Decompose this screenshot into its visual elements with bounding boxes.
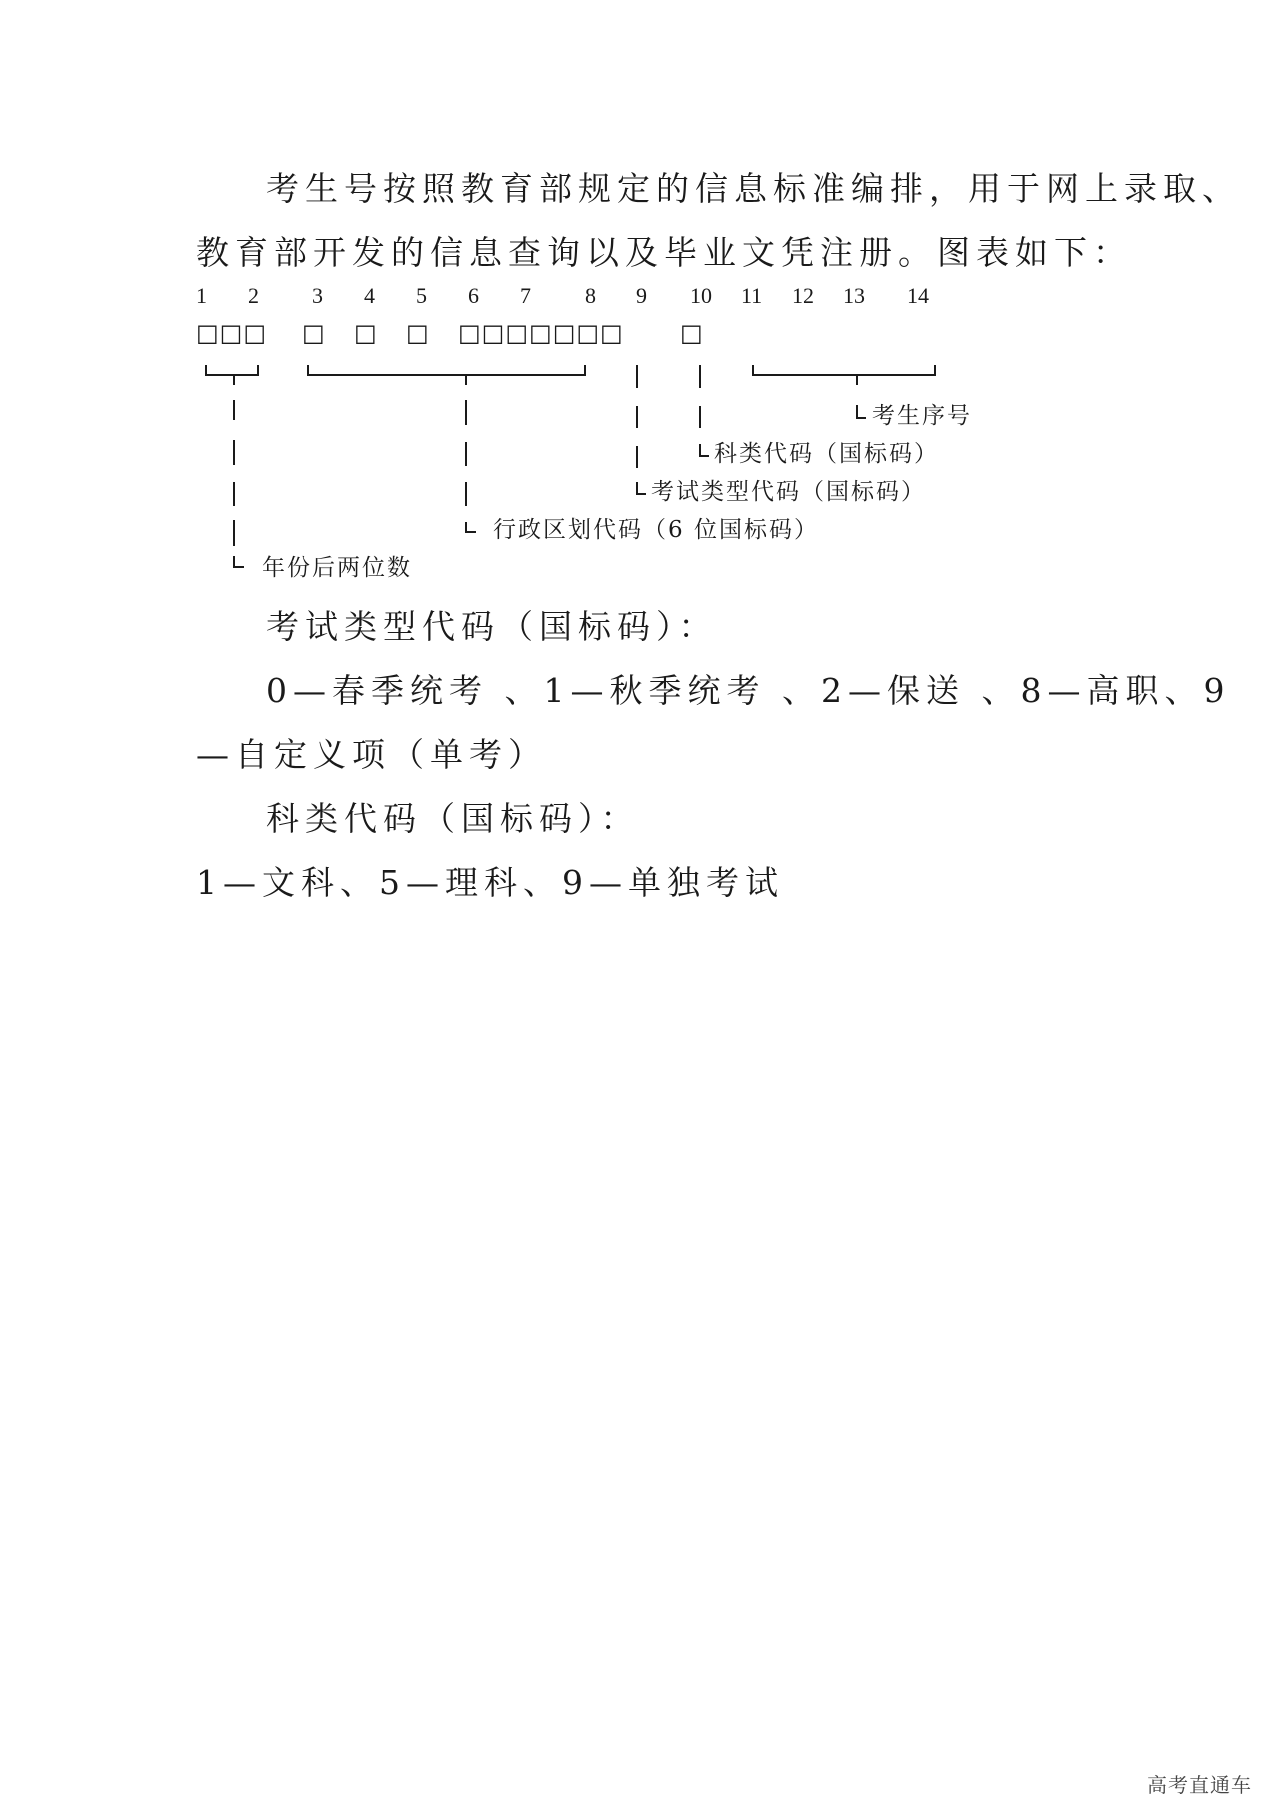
intro-line-1: 考生号按照教育部规定的信息标准编排，用于网上录取、: [266, 169, 1241, 208]
position-number: 12: [792, 283, 814, 308]
digit-box: □: [302, 319, 326, 347]
label-year: 年份后两位数: [262, 555, 412, 581]
position-number: 11: [741, 283, 763, 308]
position-number: 3: [312, 283, 323, 308]
position-number: 14: [907, 283, 929, 308]
digit-box: □: [680, 319, 704, 347]
exam-type-heading: 考试类型代码（国标码）：: [266, 607, 718, 646]
subject-line-1: 1—文科、5—理科、9—单独考试: [196, 863, 784, 902]
intro-line-2: 教育部开发的信息查询以及毕业文凭注册。图表如下：: [196, 233, 1132, 272]
digit-box: □: [406, 319, 430, 347]
digit-box: □: [354, 319, 378, 347]
label-exam-type: 考试类型代码（国标码）: [651, 479, 926, 505]
position-number: 5: [416, 283, 427, 308]
subject-heading: 科类代码（国标码）：: [266, 799, 640, 838]
position-number: 10: [690, 283, 712, 308]
exam-type-line-2: —自定义项（单考）: [196, 735, 547, 774]
label-region: 行政区划代码（6 位国标码）: [493, 517, 819, 543]
position-number: 8: [585, 283, 596, 308]
position-number: 7: [520, 283, 531, 308]
digit-boxes-region: □□□□□□□: [458, 319, 624, 347]
position-number: 2: [248, 283, 259, 308]
position-number: 9: [636, 283, 647, 308]
position-number: 1: [196, 283, 207, 308]
watermark: 高考直通车: [1147, 1773, 1252, 1797]
digit-boxes-year: □□□: [196, 319, 268, 347]
exam-type-line-1: 0—春季统考 、1—秋季统考 、2—保送 、8—高职、9: [266, 671, 1231, 710]
position-number: 13: [843, 283, 865, 308]
position-number: 4: [364, 283, 375, 308]
label-serial: 考生序号: [872, 403, 972, 429]
position-number: 6: [468, 283, 479, 308]
label-subject: 科类代码（国标码）: [714, 441, 939, 467]
